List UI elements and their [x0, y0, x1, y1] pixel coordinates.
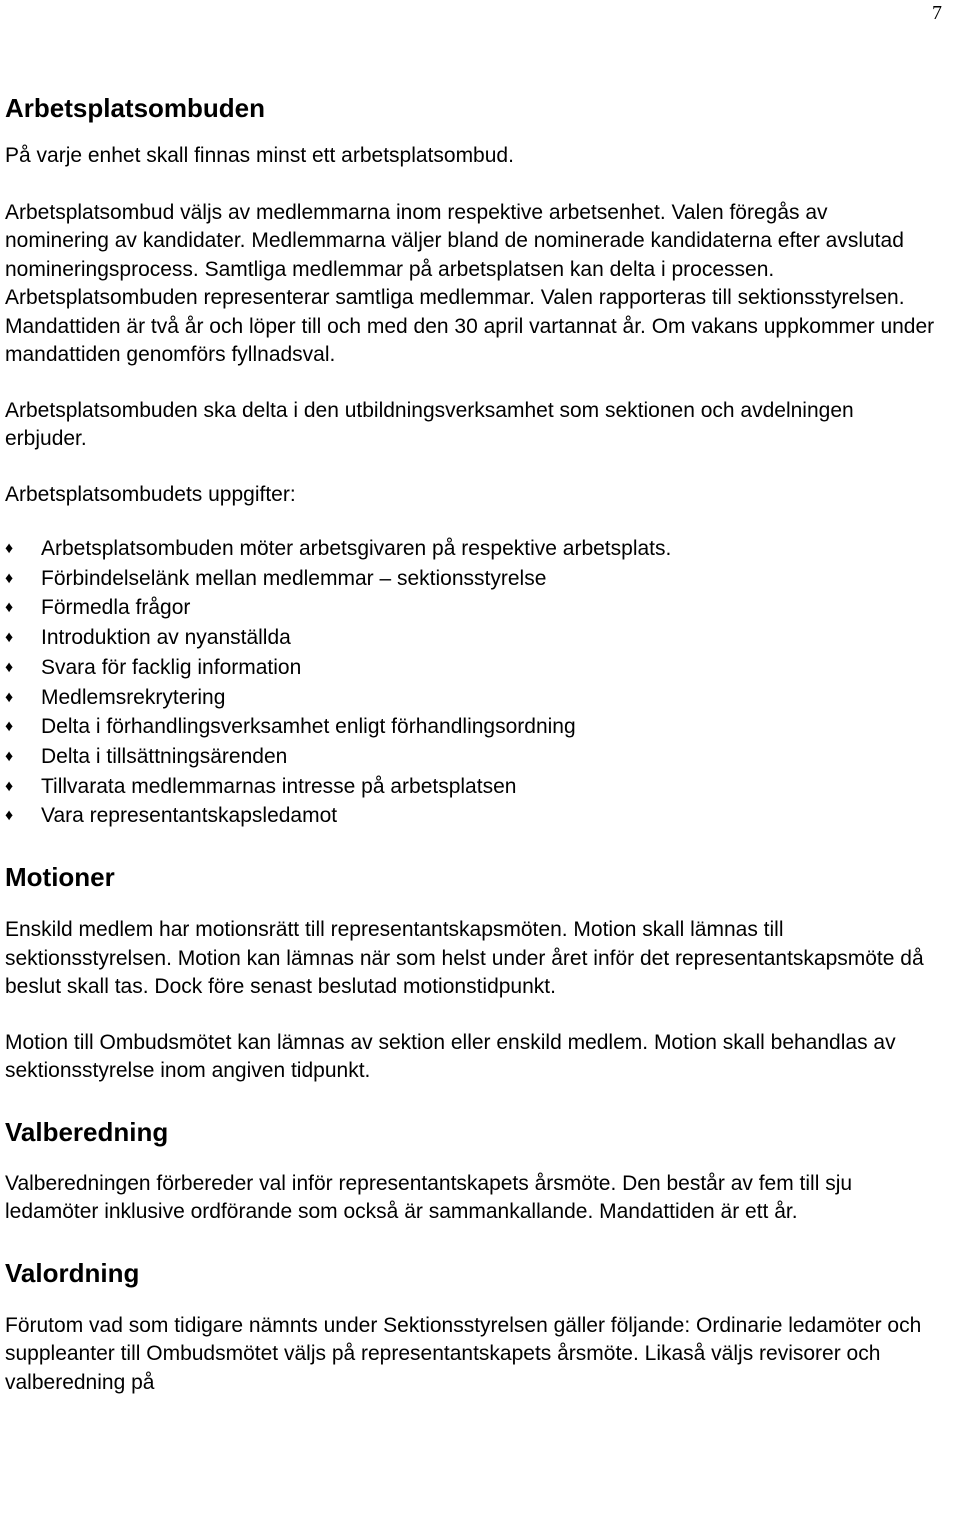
diamond-bullet-icon: ♦ — [5, 569, 14, 587]
diamond-bullet-icon: ♦ — [5, 540, 14, 557]
diamond-bullet-icon: ♦ — [5, 629, 14, 647]
paragraph-election: Arbetsplatsombud väljs av medlemmarna inom respektive arbetsenhet. Valen föregås av nominering av kandidater. Medlemmarna väljer bland de nominerade kandidaterna efter avslutad nomineringsprocess. Samtliga medlemmar på arbetsplatsen kan delta i processen. Arbetsplatsombuden representerar samtliga medlemmar. Valen rapporteras till sektionsstyrelsen. Mandattiden är två år och löper till och med den 30 april vartannat år. Om vakans uppkommer under mandattiden genomförs fyllnadsval. — [5, 200, 935, 366]
heading-motioner: Motioner — [5, 862, 115, 893]
list-item — [5, 742, 935, 772]
list-item-text: Vara representantskapsledamot — [41, 804, 338, 828]
diamond-bullet-icon: ♦ — [5, 807, 14, 825]
tasks-heading: Arbetsplatsombudets uppgifter: — [5, 482, 296, 506]
paragraph-valordning: Förutom vad som tidigare nämnts under Sektionsstyrelsen gäller följande: Ordinarie ledamöter och suppleanter till Ombudsmötet väljs på representantskapets årsmöte. Likaså väljs revisorer och valberedning på — [5, 1313, 922, 1394]
paragraph-education: Arbetsplatsombuden ska delta i den utbildningsverksamhet som sektionen och avdelningen erbjuder. — [5, 398, 854, 450]
section-valberedning — [5, 1112, 935, 1227]
list-item — [5, 534, 935, 564]
list-item — [5, 653, 935, 683]
heading-valordning: Valordning — [5, 1257, 140, 1288]
list-item-text: Introduktion av nyanställda — [41, 626, 291, 650]
section-arbetsplatsombuden — [5, 88, 935, 831]
list-item-text: Tillvarata medlemmarnas intresse på arbetsplatsen — [41, 774, 517, 798]
list-item — [5, 593, 935, 623]
list-item — [5, 712, 935, 742]
section-valordning — [5, 1253, 935, 1398]
list-item — [5, 801, 935, 831]
diamond-bullet-icon: ♦ — [5, 688, 14, 706]
list-item — [5, 564, 935, 594]
diamond-bullet-icon: ♦ — [5, 599, 14, 617]
list-item-text: Delta i förhandlingsverksamhet enligt förhandlingsordning — [41, 715, 576, 739]
paragraph-motion-ombudsmote: Motion till Ombudsmötet kan lämnas av sektion eller enskild medlem. Motion skall behandlas av sektionsstyrelse inom angiven tidpunkt. — [5, 1030, 896, 1083]
task-list — [5, 534, 935, 831]
list-item-text: Delta i tillsättningsärenden — [41, 744, 288, 768]
list-item — [5, 623, 935, 653]
list-item — [5, 772, 935, 802]
list-item-text: Medlemsrekrytering — [41, 685, 226, 709]
section-motioner — [5, 857, 935, 1086]
list-item-text: Förmedla frågor — [41, 596, 191, 620]
list-item — [5, 683, 935, 713]
page-number: 7 — [932, 2, 942, 24]
diamond-bullet-icon: ♦ — [5, 658, 14, 676]
list-item-text: Arbetsplatsombuden möter arbetsgivaren på respektive arbetsplats. — [41, 537, 672, 560]
document-body — [5, 88, 935, 1397]
paragraph-valberedning: Valberedningen förbereder val inför representantskapets årsmöte. Den består av fem till sju ledamöter inklusive ordförande som också är sammankallande. Mandattiden är ett år. — [5, 1171, 853, 1224]
diamond-bullet-icon: ♦ — [5, 718, 14, 736]
heading-arbetsplatsombuden: Arbetsplatsombuden — [5, 93, 266, 123]
list-item-text: Förbindelselänk mellan medlemmar – sektionsstyrelse — [41, 566, 547, 590]
paragraph-intro: På varje enhet skall finnas minst ett arbetsplatsombud. — [5, 144, 514, 167]
paragraph-motion-rights: Enskild medlem har motionsrätt till representantskapsmöten. Motion skall lämnas till sektionsstyrelsen. Motion kan lämnas när som helst under året inför det representantskapsmöte då beslut skall tas. Dock före senast beslutad motionstidpunkt. — [5, 918, 924, 999]
diamond-bullet-icon: ♦ — [5, 777, 14, 795]
diamond-bullet-icon: ♦ — [5, 747, 14, 765]
list-item-text: Svara för facklig information — [41, 655, 302, 679]
heading-valberedning: Valberedning — [5, 1116, 169, 1147]
